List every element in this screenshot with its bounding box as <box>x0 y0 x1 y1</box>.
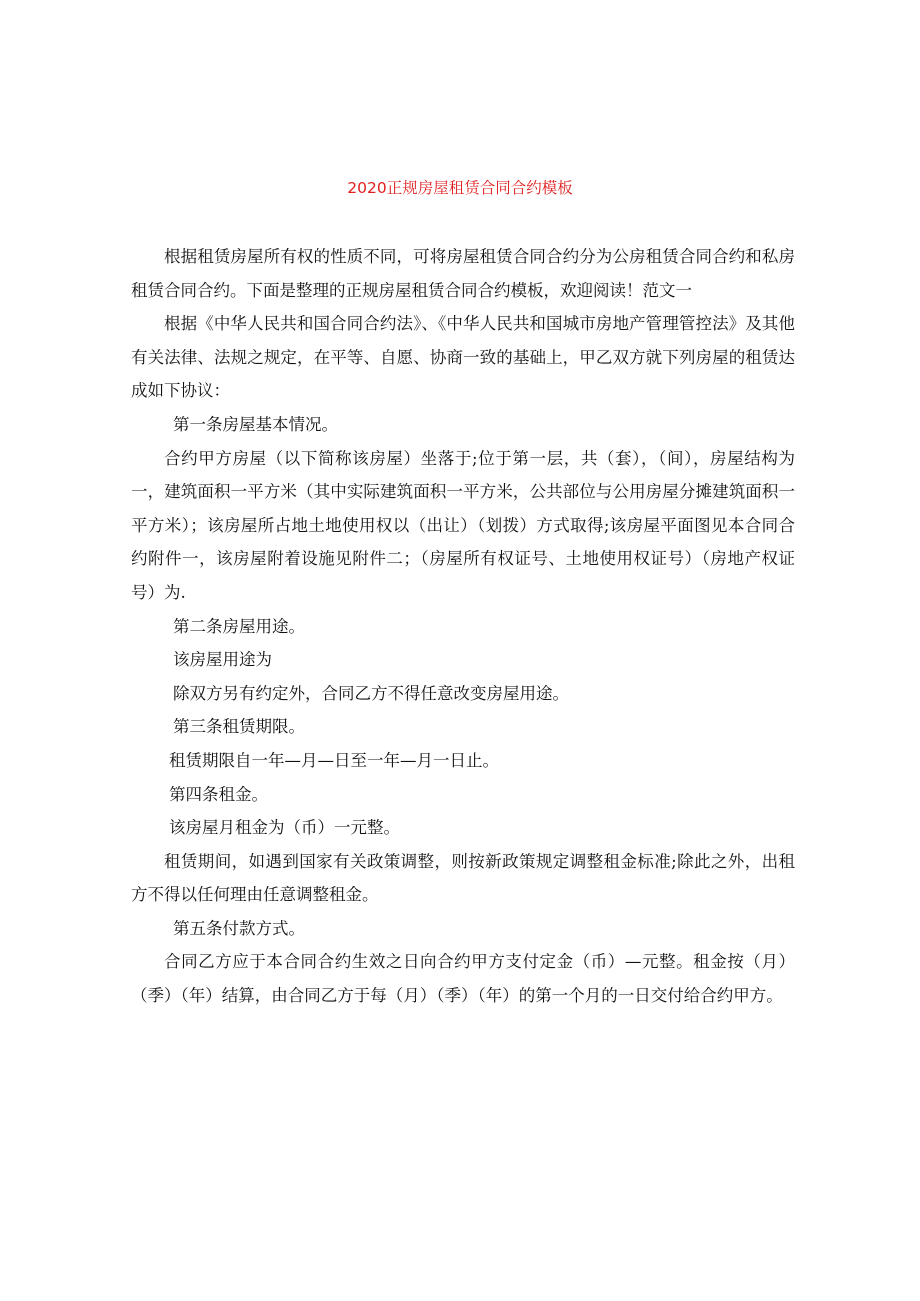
paragraph-intro: 根据租赁房屋所有权的性质不同，可将房屋租赁合同合约分为公房租赁合同合约和私房租赁合同合约。下面是整理的正规房屋租赁合同合约模板，欢迎阅读！范文一 <box>131 247 795 300</box>
article-3-heading: 第三条租赁期限。 <box>173 717 305 737</box>
document-title: 2020正规房屋租赁合同合约模板 <box>347 179 573 197</box>
article-5-heading: 第五条付款方式。 <box>173 918 305 938</box>
article-4-heading: 第四条租金。 <box>169 784 268 804</box>
article-2-heading: 第二条房屋用途。 <box>173 616 305 636</box>
article-1-heading: 第一条房屋基本情况。 <box>173 414 338 434</box>
article-2-body: 除双方另有约定外，合同乙方不得任意改变房屋用途。 <box>173 683 569 703</box>
article-5-body: 合同乙方应于本合同合约生效之日向合约甲方支付定金（币）—元整。租金按（月）（季）（年）结算，由合同乙方于每（月）（季）（年）的第一个月的一日交付给合约甲方。 <box>131 952 795 1006</box>
article-4-body: 租赁期间，如遇到国家有关政策调整，则按新政策规定调整租金标准;除此之外，出租方不得以任何理由任意调整租金。 <box>131 851 795 905</box>
document-body <box>131 240 795 1013</box>
article-2-usage: 该房屋用途为 <box>173 650 272 670</box>
article-3-body: 租赁期限自一年—月—日至一年—月一日止。 <box>169 750 499 770</box>
paragraph-legal-basis: 根据《中华人民共和国合同合约法》、《中华人民共和国城市房地产管理管控法》及其他有关法律、法规之规定，在平等、自愿、协商一致的基础上，甲乙双方就下列房屋的租赁达成如下协议： <box>131 314 795 401</box>
article-4-rent: 该房屋月租金为（币）一元整。 <box>169 818 400 838</box>
article-1-body: 合约甲方房屋（以下简称该房屋）坐落于;位于第一层，共（套），（间），房屋结构为一，建筑面积一平方米（其中实际建筑面积一平方米，公共部位与公用房屋分摊建筑面积一平方米）；该房屋所占地土地使用权以（出让）（划拨）方式取得;该房屋平面图见本合同合约附件一，该房屋附着设施见附件二；（房屋所有权证号、土地使用权证号）（房地产权证号）为. <box>131 448 795 602</box>
